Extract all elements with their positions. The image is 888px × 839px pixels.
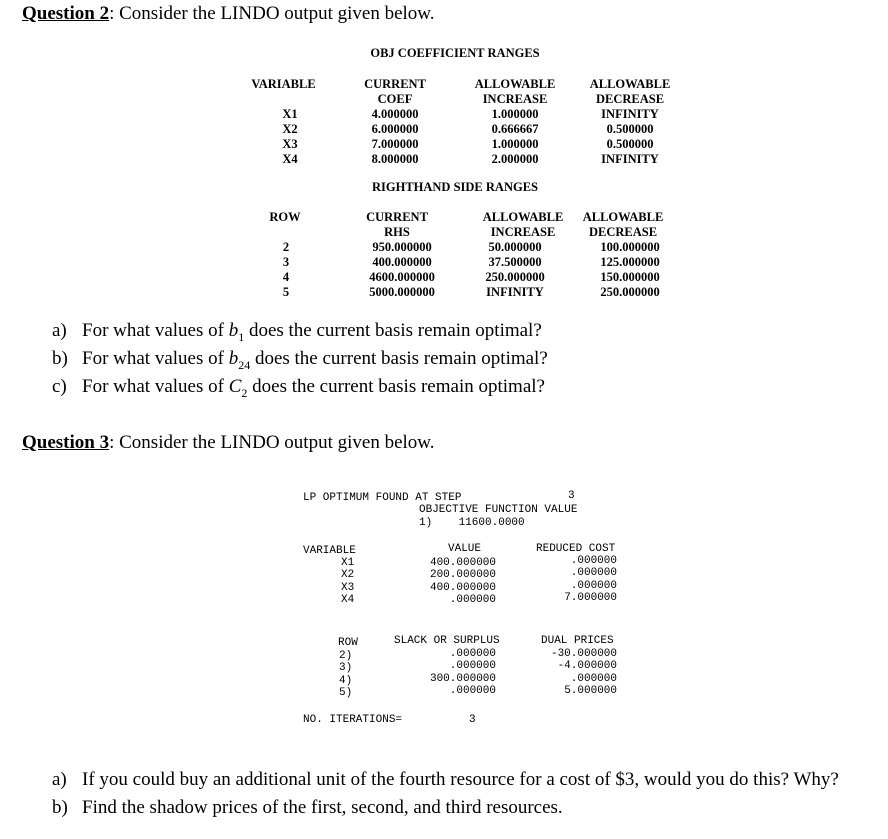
iterations-label: NO. ITERATIONS= [303, 714, 403, 726]
question-3-heading [22, 432, 435, 454]
row-col-dual-prices: -30.000000 -4.000000 .000000 5.000000 [550, 648, 617, 698]
var-col-value: 400.000000 200.000000 400.000000 .000000 [429, 557, 496, 607]
rhs-ranges-title: RIGHTHAND SIDE RANGES [371, 180, 538, 194]
rhs-header-decrease: ALLOWABLE DECREASE [582, 210, 664, 239]
question-2-intro: : Consider the LINDO output given below. [109, 3, 435, 24]
row-header-slack: SLACK OR SURPLUS [394, 635, 500, 647]
rhs-col-increase: 50.000000 37.500000 250.000000 INFINITY [485, 240, 545, 299]
rhs-header-row: ROW [269, 210, 301, 224]
objective-function-value: 1) 11600.0000 [419, 517, 525, 529]
var-col-variable: X1 X2 X3 X4 [341, 557, 355, 607]
obj-header-increase: ALLOWABLE INCREASE [474, 77, 556, 106]
rhs-header-increase: ALLOWABLE INCREASE [482, 210, 564, 239]
question-2-part-a: a) For what values of $b_1$ does the current basis remain optimal? [52, 320, 542, 344]
optimum-step: 3 [568, 490, 575, 502]
iterations-value: 3 [469, 714, 476, 726]
question-2-heading [22, 3, 435, 25]
var-col-reduced-cost: .000000 .000000 .000000 7.000000 [564, 555, 617, 605]
question-3-number: Question 3 [22, 432, 110, 453]
obj-ranges-title: OBJ COEFFICIENT RANGES [370, 46, 540, 60]
row-col-row: 2) 3) 4) 5) [339, 650, 353, 700]
question-3-intro: : Consider the LINDO output given below. [109, 432, 435, 453]
objective-function-label: OBJECTIVE FUNCTION VALUE [419, 504, 578, 516]
rhs-header-current: CURRENT RHS [366, 210, 428, 239]
var-header-variable: VARIABLE [303, 545, 356, 557]
rhs-col-row: 2 3 4 5 [282, 240, 290, 299]
obj-header-variable: VARIABLE [251, 77, 316, 91]
question-2-number: Question 2 [22, 3, 110, 24]
row-header-row: ROW [338, 637, 358, 649]
row-header-dual-prices: DUAL PRICES [541, 635, 614, 647]
obj-header-current: CURRENT COEF [364, 77, 426, 106]
question-2-part-c: c) For what values of $C_2$ does the current basis remain optimal? [52, 376, 545, 400]
var-header-value: VALUE [448, 543, 482, 555]
obj-header-decrease: ALLOWABLE DECREASE [589, 77, 671, 106]
obj-col-variable: X1 X2 X3 X4 [282, 107, 298, 166]
optimum-found-line: LP OPTIMUM FOUND AT STEP [303, 492, 462, 504]
question-3-part-a: a) If you could buy an additional unit of the fourth resource for a cost of $3, would you do this? Why? [52, 769, 839, 790]
obj-col-decrease: INFINITY 0.500000 0.500000 INFINITY [601, 107, 659, 166]
obj-col-increase: 1.000000 0.666667 1.000000 2.000000 [491, 107, 539, 166]
question-2-part-b: b) For what values of $b_{24}$ does the current basis remain optimal? [52, 348, 548, 372]
rhs-col-current: 950.000000 400.000000 4600.000000 5000.000000 [369, 240, 435, 299]
row-col-slack: .000000 .000000 300.000000 .000000 [429, 648, 496, 698]
rhs-col-decrease: 100.000000 125.000000 150.000000 250.000000 [600, 240, 660, 299]
question-3-part-b: b) Find the shadow prices of the first, second, and third resources. [52, 797, 563, 818]
obj-col-current: 4.000000 6.000000 7.000000 8.000000 [371, 107, 419, 166]
var-header-reduced-cost: REDUCED COST [536, 543, 616, 555]
